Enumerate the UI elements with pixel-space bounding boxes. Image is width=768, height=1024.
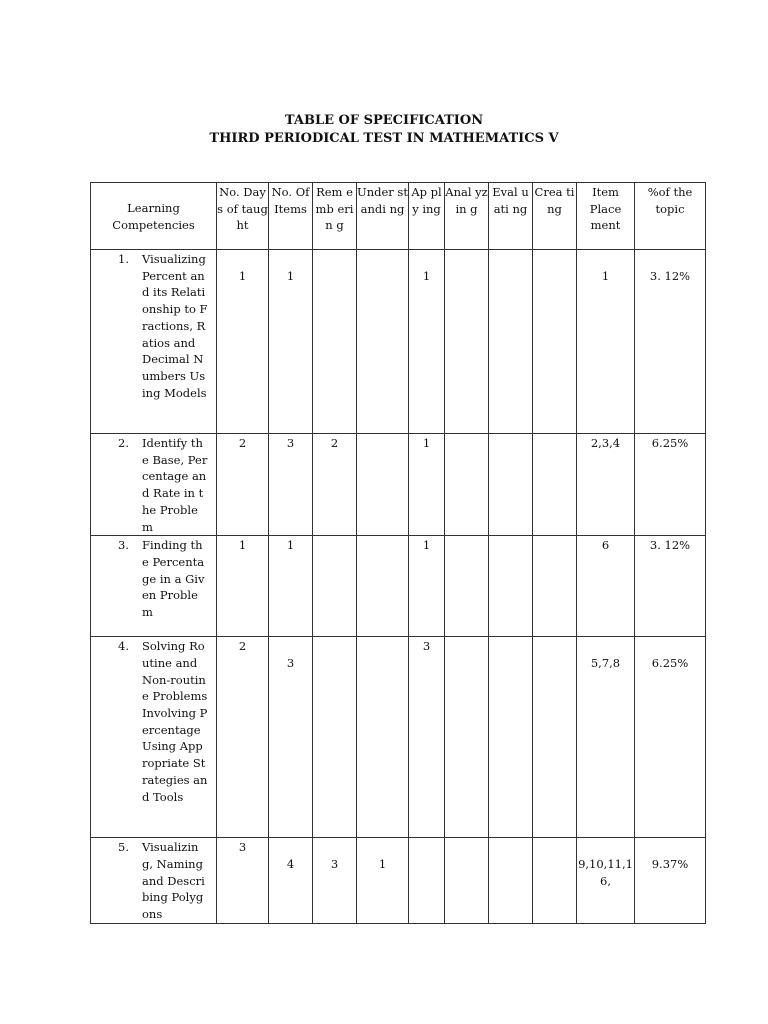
header-applying: Ap ply ing: [409, 183, 445, 250]
analyzing-value: [445, 838, 488, 856]
no-of-items-value: 3: [286, 656, 295, 671]
evaluating-value: [489, 250, 532, 268]
table-row: [91, 637, 706, 838]
evaluating-value: [489, 838, 532, 856]
creating-value: [533, 637, 576, 638]
remembering-value: [313, 250, 356, 268]
item-placement-value: 2,3,4: [590, 436, 621, 450]
understanding-value: 1: [378, 857, 387, 872]
no-of-items-value: 1: [286, 269, 295, 283]
evaluating-value: [489, 637, 532, 638]
header-learning-competencies: Learning Competencies: [91, 183, 217, 250]
competency-text: Identify the Base, Percentage and Rate in the Problem: [142, 436, 208, 534]
understanding-value: [357, 250, 408, 268]
header-remembering: Rem emb erin g: [313, 183, 357, 250]
applying-value: 1: [422, 436, 431, 450]
item-placement-value: 6: [601, 538, 610, 553]
competency-number: 2.: [118, 436, 129, 450]
understanding-value: [357, 637, 408, 638]
remembering-value: 2: [330, 436, 339, 450]
competency-text: Finding the Percentage in a Given Problem: [142, 538, 205, 620]
days-taught-value: 1: [238, 269, 247, 283]
evaluating-value: [489, 536, 532, 537]
remembering-value: 3: [330, 857, 339, 872]
table-row: [91, 434, 706, 536]
competency-cell: [91, 838, 217, 924]
header-analyzing: Anal yzin g: [445, 183, 489, 250]
percent-value: 3. 12%: [649, 269, 691, 283]
competency-number: 4.: [118, 639, 129, 654]
percent-value: 6.25%: [651, 436, 689, 450]
applying-value: 1: [422, 538, 431, 553]
document-title: TABLE OF SPECIFICATION: [284, 113, 484, 128]
creating-value: [533, 434, 576, 435]
competency-number: 1.: [118, 252, 129, 266]
remembering-value: [313, 536, 356, 537]
analyzing-value: [445, 536, 488, 537]
creating-value: [533, 536, 576, 537]
no-of-items-value: 4: [286, 857, 295, 872]
days-taught-value: 2: [238, 436, 247, 450]
item-placement-value: 9,10,11,16,: [578, 857, 633, 888]
understanding-value: [357, 536, 408, 537]
percent-value: 3. 12%: [649, 538, 691, 553]
competency-text: Solving Routine and Non-routine Problems Involving Percentage Using Appropriate Strategies and Tools: [142, 639, 208, 804]
table-row: [91, 250, 706, 434]
document-subtitle: THIRD PERIODICAL TEST IN MATHEMATICS V: [209, 131, 559, 146]
understanding-value: [357, 434, 408, 435]
competency-text: Visualizing Percent and its Relationship to Fractions, Ratios and Decimal Numbers Using Models: [142, 252, 208, 400]
header-days-taught: No. Days of taught: [217, 183, 269, 250]
item-placement-value: 1: [601, 269, 610, 283]
header-row: [91, 183, 706, 250]
analyzing-value: [445, 250, 488, 268]
competency-cell: [91, 250, 217, 434]
competency-number: 3.: [118, 538, 129, 553]
analyzing-value: [445, 434, 488, 435]
creating-value: [533, 250, 576, 268]
applying-value: 1: [422, 269, 431, 283]
header-evaluating: Eval uati ng: [489, 183, 533, 250]
no-of-items-value: 1: [286, 538, 295, 553]
analyzing-value: [445, 637, 488, 638]
specification-table: [90, 182, 706, 924]
percent-value: 6.25%: [651, 656, 689, 671]
remembering-value: [313, 637, 356, 638]
applying-value: 3: [422, 639, 431, 654]
competency-number: 5.: [118, 840, 129, 855]
competency-cell: [91, 536, 217, 637]
days-taught-value: 1: [238, 538, 247, 553]
applying-value: [409, 838, 444, 856]
header-creating: Crea ting: [533, 183, 577, 250]
no-of-items-value: 3: [286, 436, 295, 450]
percent-value: 9.37%: [651, 857, 689, 872]
item-placement-value: 5,7,8: [590, 656, 621, 671]
competency-cell: [91, 637, 217, 838]
competency-cell: [91, 434, 217, 536]
days-taught-value: 2: [238, 639, 247, 654]
header-item-placement: Item Place ment: [577, 183, 635, 250]
header-percent-of-topic: %of the topic: [635, 183, 706, 250]
evaluating-value: [489, 434, 532, 435]
header-no-of-items: No. Of Items: [269, 183, 313, 250]
days-taught-value: 3: [238, 840, 247, 855]
creating-value: [533, 838, 576, 856]
table-row: [91, 536, 706, 637]
competency-text: Visualizing, Naming and Describing Polygons: [142, 840, 205, 922]
header-understanding: Under standi ng: [357, 183, 409, 250]
table-row: [91, 838, 706, 924]
